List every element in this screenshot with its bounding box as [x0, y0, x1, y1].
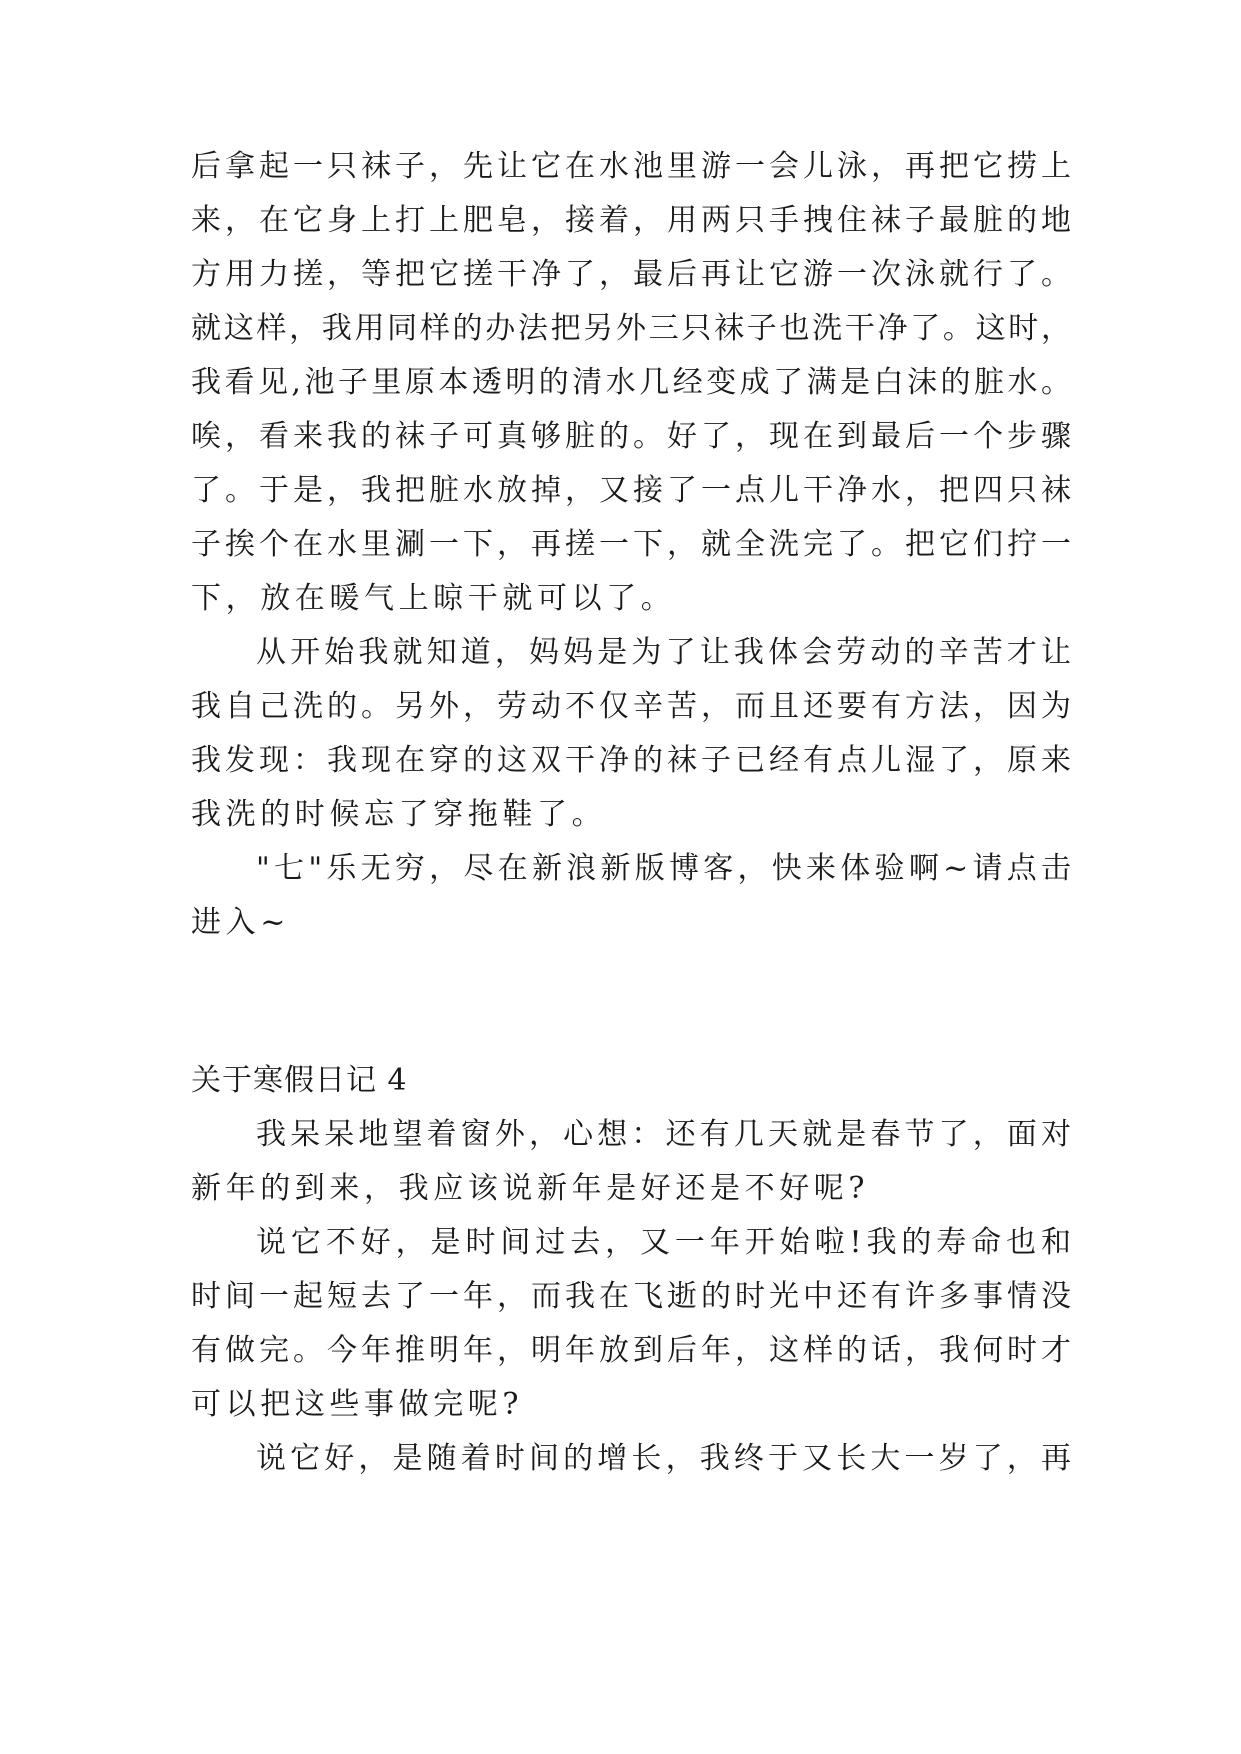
- paragraph-line: 方用力搓，等把它搓干净了，最后再让它游一次泳就行了。: [191, 257, 1071, 292]
- paragraph-line: 进入~: [191, 905, 290, 940]
- paragraph-line: 说它好，是随着时间的增长，我终于又长大一岁了，再: [256, 1441, 1071, 1476]
- paragraph-line: 新年的到来，我应该说新年是好还是不好呢?: [191, 1171, 870, 1206]
- paragraph-line: 后拿起一只袜子，先让它在水池里游一会儿泳，再把它捞上: [191, 149, 1071, 184]
- paragraph-line: "七"乐无穷，尽在新浪新版博客，快来体验啊~请点击: [256, 851, 1071, 886]
- paragraph-line: 来，在它身上打上肥皂，接着，用两只手拽住袜子最脏的地: [191, 203, 1071, 238]
- paragraph-line: 我呆呆地望着窗外，心想：还有几天就是春节了，面对: [256, 1117, 1071, 1152]
- paragraph-line: 时间一起短去了一年，而我在飞逝的时光中还有许多事情没: [191, 1279, 1071, 1314]
- paragraph-line: 我发现：我现在穿的这双干净的袜子已经有点儿湿了，原来: [191, 743, 1071, 778]
- paragraph-line: 我洗的时候忘了穿拖鞋了。: [191, 797, 607, 832]
- paragraph-line: 下，放在暖气上晾干就可以了。: [191, 581, 676, 616]
- paragraph-line: 可以把这些事做完呢?: [191, 1387, 524, 1422]
- paragraph-line: 有做完。今年推明年，明年放到后年，这样的话，我何时才: [191, 1333, 1071, 1368]
- paragraph-line: 说它不好，是时间过去，又一年开始啦!我的寿命也和: [256, 1225, 1071, 1260]
- paragraph-line: 子挨个在水里涮一下，再搓一下，就全洗完了。把它们拧一: [191, 527, 1071, 562]
- paragraph-line: 我看见,池子里原本透明的清水几经变成了满是白沫的脏水。: [191, 365, 1071, 400]
- paragraph-line: 从开始我就知道，妈妈是为了让我体会劳动的辛苦才让: [256, 635, 1071, 670]
- section-heading: 关于寒假日记 4: [191, 1063, 408, 1098]
- paragraph-line: 唉，看来我的袜子可真够脏的。好了，现在到最后一个步骤: [191, 419, 1071, 454]
- paragraph-line: 就这样，我用同样的办法把另外三只袜子也洗干净了。这时，: [191, 311, 1071, 346]
- paragraph-line: 我自己洗的。另外，劳动不仅辛苦，而且还要有方法，因为: [191, 689, 1071, 724]
- paragraph-line: 了。于是，我把脏水放掉，又接了一点儿干净水，把四只袜: [191, 473, 1071, 508]
